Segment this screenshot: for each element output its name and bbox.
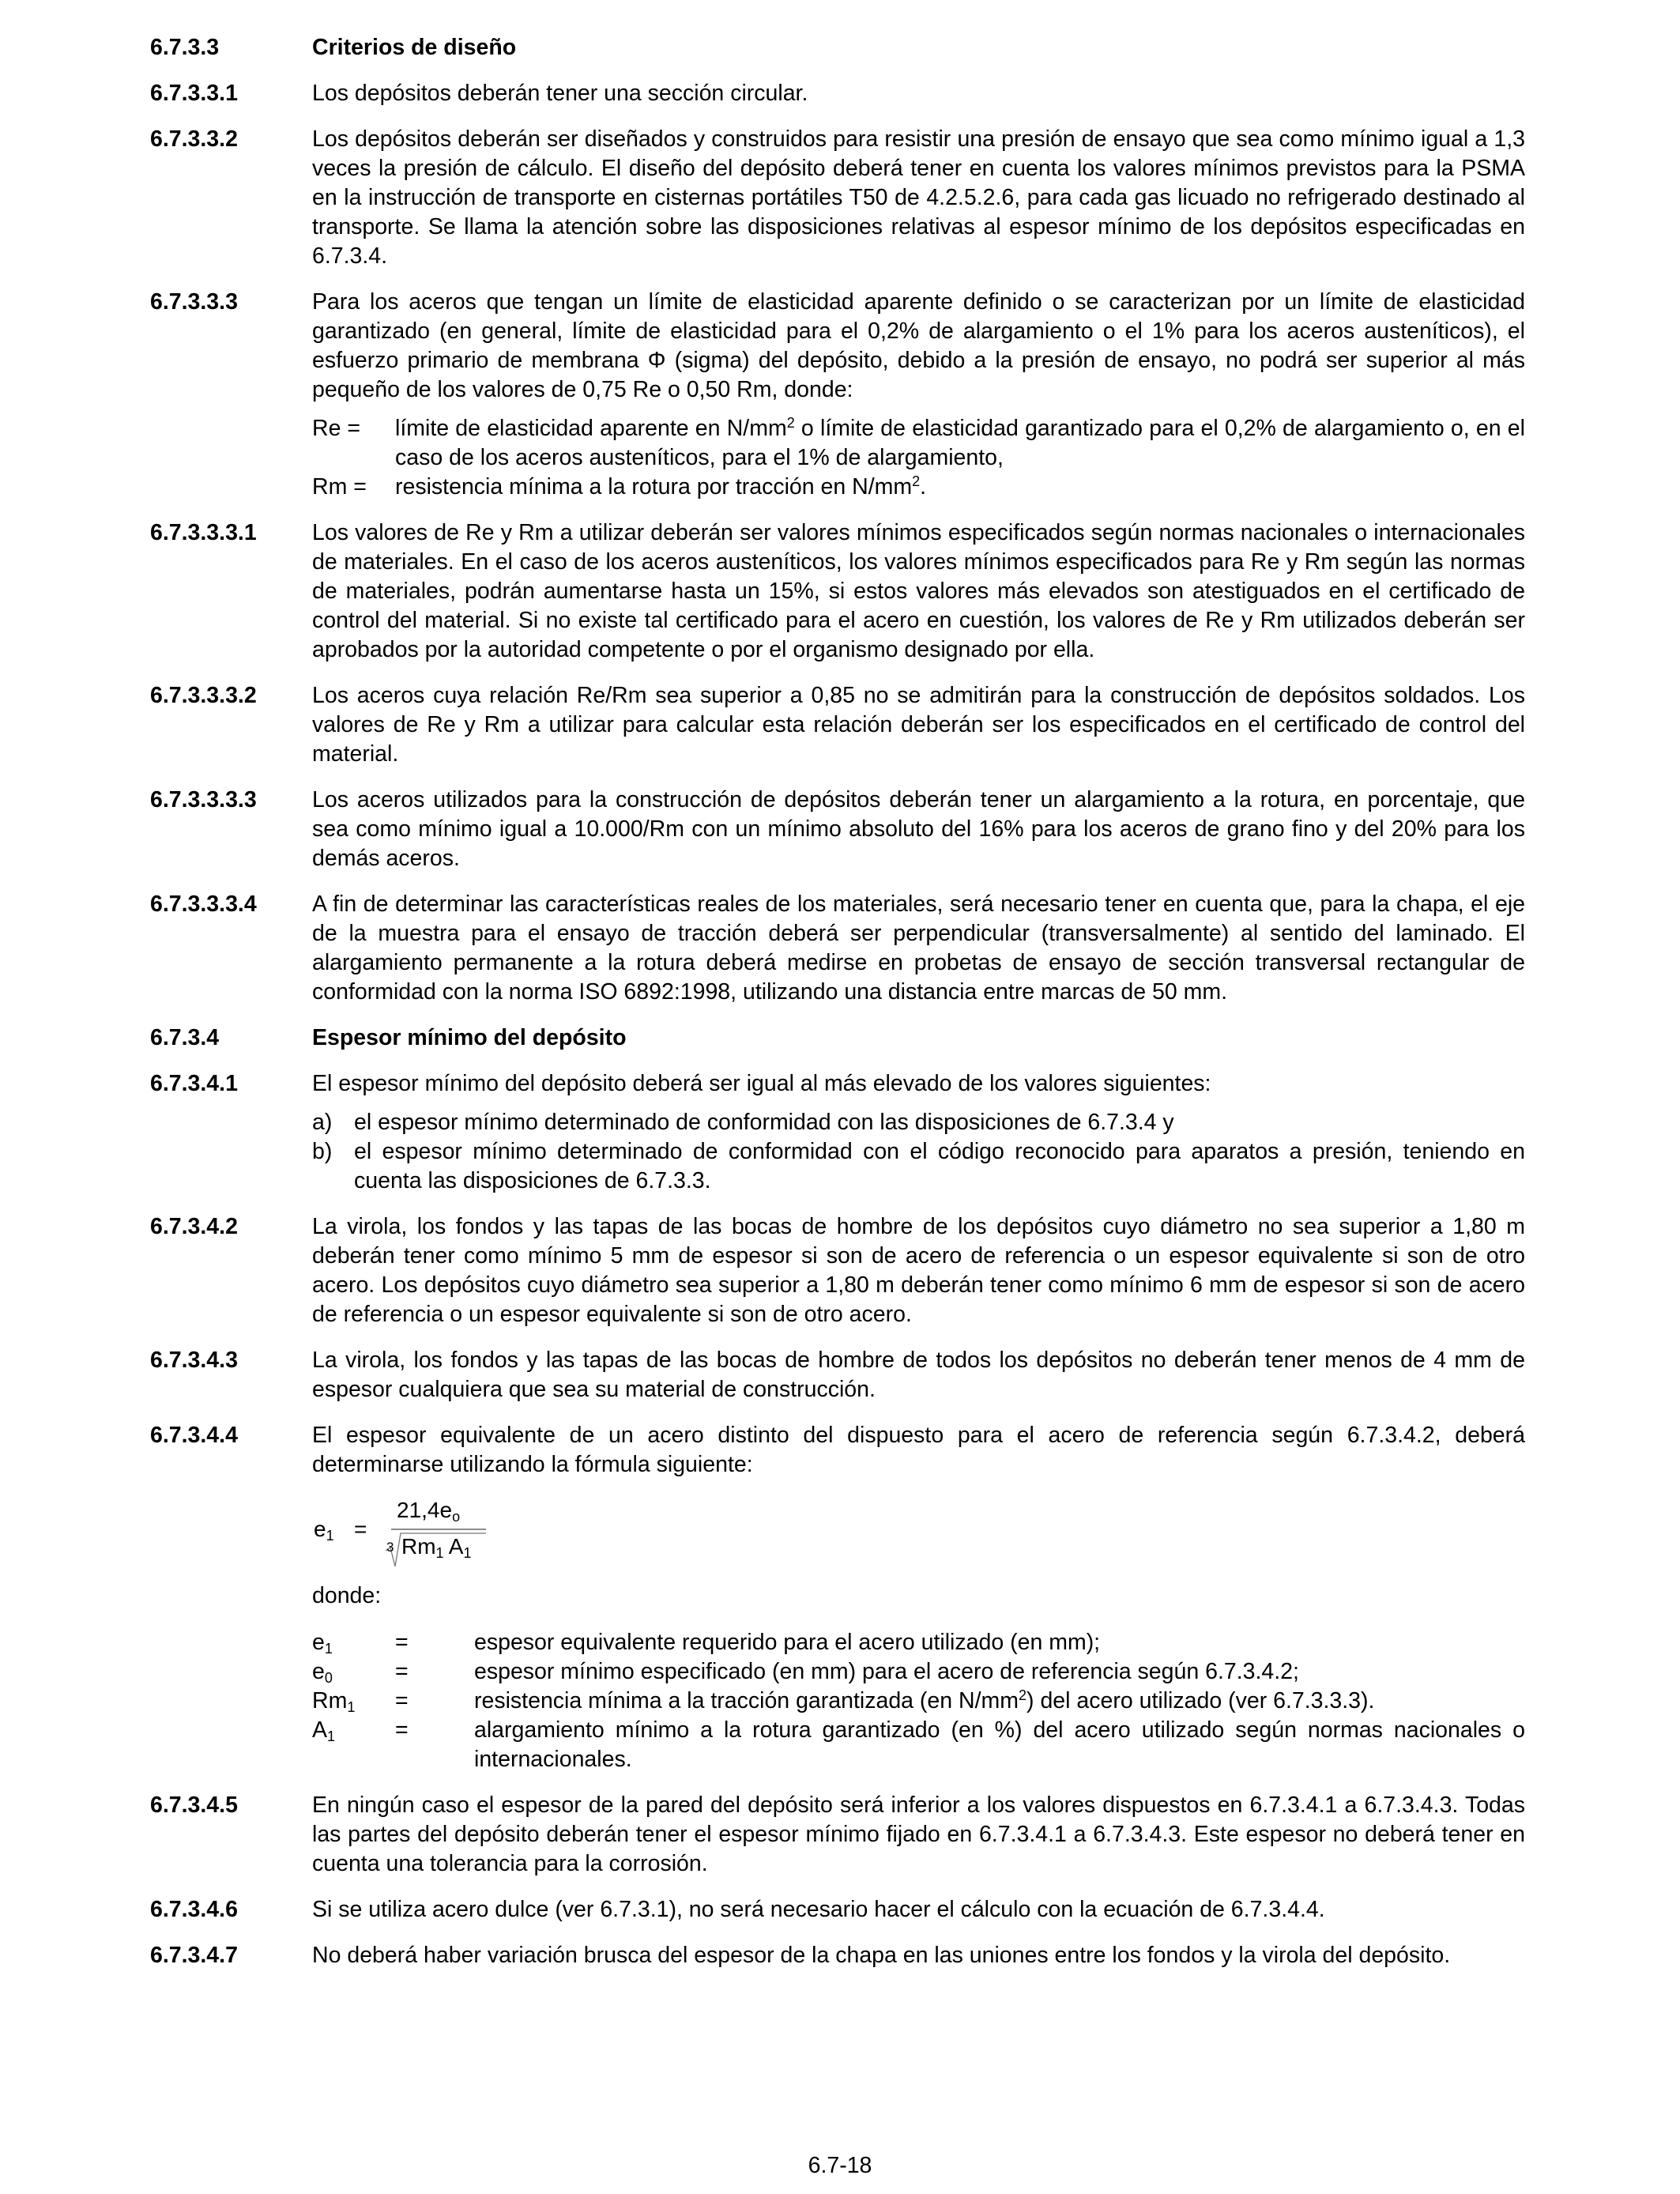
section-text: En ningún caso el espesor de la pared del depósito será inferior a los valores dispuestos en 6.7.3.4.1 a 6.7.3.4.3. Todas las partes del depósito deberán tener el espesor mínimo fijado en 6.7.3.4.1 a 6.7.3.4.3. Este espesor no deberá tener en cuenta una tolerancia para la corrosión. [312, 1793, 1525, 1876]
section-6-7-3-4-4 [150, 1421, 1525, 1774]
list-text: el espesor mínimo determinado de conformidad con el código reconocido para aparatos a presión, teniendo en cuenta las disposiciones de 6.7.3.3. [354, 1139, 1525, 1193]
section-body [312, 1421, 1525, 1774]
definition-text: resistencia mínima a la tracción garantizada (en N/mm [474, 1688, 1019, 1713]
section-number: 6.7.3.4.5 [150, 1793, 238, 1818]
section-6-7-3-4-5 [150, 1791, 1525, 1879]
definition-text: o límite de elasticidad garantizado para el 0,2% de alargamiento o, en el caso de los aceros austeníticos, para el 1% de alargamiento, [395, 416, 1525, 470]
definition-re [312, 414, 1525, 473]
definition-rm [312, 473, 1525, 502]
subscript: 1 [324, 1641, 333, 1657]
definition-term [312, 1628, 395, 1657]
section-6-7-3-4-2 [150, 1212, 1525, 1329]
definition-equals: = [395, 1688, 409, 1713]
definitions-list [312, 414, 1525, 502]
definition-description [474, 1716, 1525, 1774]
formula-lhs [314, 1514, 334, 1544]
definition-description [395, 414, 1525, 473]
definition-row [312, 1687, 1525, 1716]
section-number: 6.7.3.3.3.1 [150, 520, 257, 545]
section-number: 6.7.3.3.2 [150, 126, 238, 152]
section-6-7-3-3-3-2 [150, 681, 1525, 769]
list-item [312, 1137, 1525, 1196]
subscript: 1 [326, 1528, 334, 1544]
list-text: el espesor mínimo determinado de conformidad con las disposiciones de 6.7.3.4 y [354, 1110, 1174, 1135]
definition-term [312, 1687, 395, 1716]
section-6-7-3-3-3-1 [150, 518, 1525, 665]
section-text: El espesor mínimo del depósito deberá ser igual al más elevado de los valores siguientes: [312, 1071, 1211, 1096]
definition-text: ) del acero utilizado (ver 6.7.3.3.3). [1026, 1688, 1375, 1713]
section-number: 6.7.3.4.2 [150, 1214, 238, 1239]
section-text: Los depósitos deberán ser diseñados y construidos para resistir una presión de ensayo que sea como mínimo igual a 1,3 veces la presión de cálculo. El diseño del depósito deberá tener en cuenta los valores mínimos previstos para la PSMA en la instrucción de transporte en cisternas portátiles T50 de 4.2.5.2.6, para cada gas licuado no refrigerado destinado al transporte. Se llama la atención sobre las disposiciones relativas al espesor mínimo de los depósitos especificadas en 6.7.3.4. [312, 126, 1525, 269]
section-title: Espesor mínimo del depósito [312, 1025, 627, 1050]
definition-row [312, 1628, 1525, 1657]
page-number: 6.7-18 [808, 2153, 872, 2178]
formula-symbol: A [443, 1534, 464, 1559]
section-number: 6.7.3.4 [150, 1025, 220, 1050]
section-6-7-3-3-3-4 [150, 890, 1525, 1007]
section-text: Los valores de Re y Rm a utilizar deberán ser valores mínimos especificados según normas nacionales o internacionales de materiales. En el caso de los aceros austeníticos, los valores mínimos especificados para Re y Rm según las normas de materiales, podrán aumentarse hasta un 15%, si estos valores más elevados son atestiguados en el certificado de control del material. Si no existe tal certificado para el acero en cuestión, los valores de Re y Rm utilizados deberán ser aprobados por la autoridad competente o por el organismo designado por ella. [312, 520, 1525, 662]
definition-description [474, 1687, 1525, 1716]
section-number: 6.7.3.4.7 [150, 1943, 238, 1968]
definition-term [312, 1716, 395, 1774]
definition-text: resistencia mínima a la rotura por tracción en N/mm [395, 474, 913, 499]
section-6-7-3-4 [150, 1023, 1525, 1053]
definition-term [312, 1657, 395, 1687]
section-number: 6.7.3.3.1 [150, 81, 238, 106]
term-symbol: e [312, 1630, 325, 1655]
item-list [312, 1108, 1525, 1196]
section-6-7-3-4-7 [150, 1941, 1525, 1970]
definition-text: . [920, 474, 927, 499]
section-number: 6.7.3.4.3 [150, 1348, 238, 1373]
definition-text: límite de elasticidad aparente en N/mm [395, 416, 787, 441]
subscript: 1 [347, 1699, 356, 1715]
section-number: 6.7.3.3.3.2 [150, 683, 257, 708]
formula-definitions [312, 1628, 1525, 1774]
section-6-7-3-4-1 [150, 1069, 1525, 1196]
section-body [312, 288, 1525, 502]
section-6-7-3-3 [150, 33, 1525, 62]
definition-text: alargamiento mínimo a la rotura garantizado (en %) del acero utilizado según normas nacionales o internacionales. [474, 1717, 1525, 1772]
section-number: 6.7.3.3 [150, 35, 220, 60]
root-index: 3 [386, 1540, 394, 1555]
equivalent-thickness-formula [312, 1495, 1525, 1578]
section-text: El espesor equivalente de un acero distinto del dispuesto para el acero de referencia según 6.7.3.4.2, deberá determinarse utilizando la fórmula siguiente: [312, 1423, 1525, 1477]
list-item [312, 1108, 1525, 1137]
term-symbol: A [312, 1717, 328, 1743]
list-marker: a) [312, 1110, 333, 1135]
subscript: o [452, 1509, 461, 1525]
definition-description [474, 1628, 1525, 1657]
section-text: La virola, los fondos y las tapas de las bocas de hombre de los depósitos cuyo diámetro no sea superior a 1,80 m deberán tener como mínimo 5 mm de espesor si son de acero de referencia o un espesor equivalente si son de otro acero. Los depósitos cuyo diámetro sea superior a 1,80 m deberán tener como mínimo 6 mm de espesor si son de acero de referencia o un espesor equivalente si son de otro acero. [312, 1214, 1525, 1327]
section-number: 6.7.3.4.4 [150, 1423, 238, 1448]
section-6-7-3-3-1 [150, 79, 1525, 108]
definition-term: Re = [312, 416, 360, 441]
list-marker: b) [312, 1139, 333, 1164]
section-text: Si se utiliza acero dulce (ver 6.7.3.1), no será necesario hacer el cálculo con la ecuación de 6.7.3.4.4. [312, 1897, 1325, 1922]
term-symbol: Rm [312, 1688, 348, 1713]
definition-text: espesor equivalente requerido para el acero utilizado (en mm); [474, 1630, 1101, 1655]
superscript: 2 [1019, 1687, 1027, 1703]
donde-label: donde: [312, 1583, 382, 1608]
document-page [150, 33, 1525, 1987]
section-text: La virola, los fondos y las tapas de las bocas de hombre de todos los depósitos no deberán tener menos de 4 mm de espesor cualquiera que sea su material de construcción. [312, 1348, 1525, 1402]
formula-symbol: Rm [401, 1534, 436, 1559]
definition-text: espesor mínimo especificado (en mm) para el acero de referencia según 6.7.3.4.2; [474, 1659, 1299, 1684]
formula-equals: = [354, 1517, 367, 1541]
definition-row [312, 1716, 1525, 1774]
subscript: 1 [327, 1728, 336, 1744]
definition-row [312, 1657, 1525, 1687]
formula-symbol: 21,4e [397, 1498, 453, 1522]
section-number: 6.7.3.3.3.4 [150, 892, 257, 917]
section-text: No deberá haber variación brusca del espesor de la chapa en las uniones entre los fondos y la virola del depósito. [312, 1943, 1451, 1968]
section-6-7-3-4-6 [150, 1895, 1525, 1924]
section-6-7-3-3-3 [150, 288, 1525, 502]
section-6-7-3-3-2 [150, 125, 1525, 271]
definition-term: Rm = [312, 474, 367, 499]
subscript: 1 [463, 1545, 472, 1561]
definition-equals: = [395, 1630, 409, 1655]
section-number: 6.7.3.3.3 [150, 289, 238, 315]
superscript: 2 [786, 415, 795, 431]
section-text: Para los aceros que tengan un límite de elasticidad aparente definido o se caracterizan por un límite de elasticidad garantizado (en general, límite de elasticidad para el 0,2% de alargamiento o el 1% para los aceros austeníticos), el esfuerzo primario de membrana Φ (sigma) del depósito, debido a la presión de ensayo, no podrá ser superior al más pequeño de los valores de 0,75 Re o 0,50 Rm, donde: [312, 289, 1525, 402]
definition-equals: = [395, 1717, 409, 1743]
section-body [312, 1069, 1525, 1196]
subscript: 1 [435, 1545, 444, 1561]
section-title: Criterios de diseño [312, 35, 517, 60]
subscript: 0 [324, 1670, 333, 1686]
superscript: 2 [912, 473, 921, 489]
definition-equals: = [395, 1659, 409, 1684]
formula-symbol: e [314, 1517, 326, 1541]
section-text: Los depósitos deberán tener una sección circular. [312, 81, 808, 106]
definition-description [395, 473, 1525, 502]
section-text: Los aceros cuya relación Re/Rm sea superior a 0,85 no se admitirán para la construcción de depósitos soldados. Los valores de Re y Rm a utilizar para calcular esta relación deberán ser los especificados en el certificado de control del material. [312, 683, 1525, 767]
section-6-7-3-3-3-3 [150, 786, 1525, 873]
section-text: Los aceros utilizados para la construcción de depósitos deberán tener un alargamiento a la rotura, en porcentaje, que sea como mínimo igual a 10.000/Rm con un mínimo absoluto del 16% para los aceros de grano fino y del 20% para los demás aceros. [312, 787, 1525, 871]
section-number: 6.7.3.4.6 [150, 1897, 238, 1922]
section-text: A fin de determinar las características reales de los materiales, será necesario tener en cuenta que, para la chapa, el eje de la muestra para el ensayo de tracción deberá ser perpendicular (transversalmente) al sentido del laminado. El alargamiento permanente a la rotura deberá medirse en probetas de ensayo de sección transversal rectangular de conformidad con la norma ISO 6892:1998, utilizando una distancia entre marcas de 50 mm. [312, 892, 1525, 1005]
section-number: 6.7.3.4.1 [150, 1071, 238, 1096]
section-number: 6.7.3.3.3.3 [150, 787, 257, 812]
term-symbol: e [312, 1659, 325, 1684]
section-6-7-3-4-3 [150, 1346, 1525, 1404]
formula-denominator [401, 1532, 472, 1561]
definition-description [474, 1657, 1525, 1687]
